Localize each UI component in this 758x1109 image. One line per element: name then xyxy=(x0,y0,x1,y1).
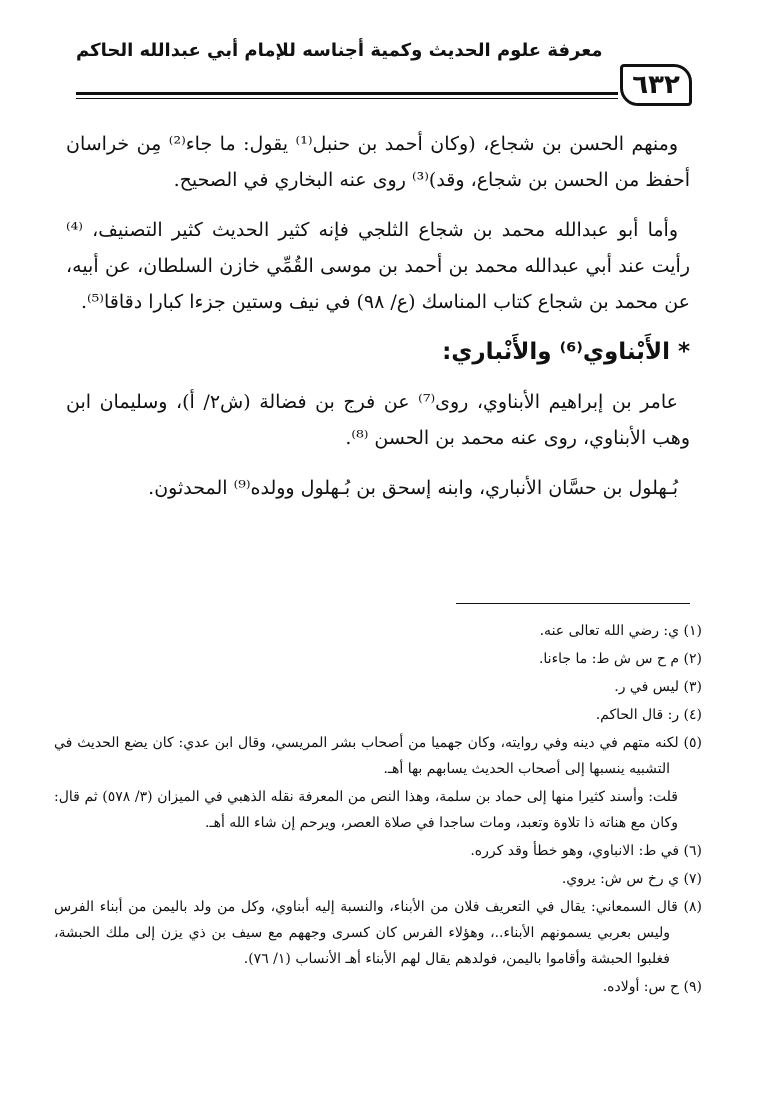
footnote-3: (٣) ليس في ر. xyxy=(614,679,702,695)
main-text xyxy=(66,126,690,520)
footnote-9: (٩) ح س: أولاده. xyxy=(602,979,702,995)
footnote-2: (٢) م ح س ش ط: ما جاءنا. xyxy=(538,651,702,667)
footnotes xyxy=(54,618,702,1002)
paragraph-abnawi: عامر بن إبراهيم الأبناوي، روى⁽⁷⁾ عن فرج بن فضالة (ش٢/ أ)، وسليمان ابن وهب الأبناوي، روى عنه محمد بن الحسن ⁽⁸⁾. xyxy=(66,391,690,449)
page-number: ٦٣٢ xyxy=(620,64,692,106)
footnote-5: (٥) لكنه متهم في دينه وفي روايته، وكان جهميا من أصحاب بشر المريسي، وقال ابن عدي: كان يضع الحديث في التشبيه ينسبها إلى أصحاب الحديث يسابهم بها أهـ. xyxy=(54,735,702,777)
header-rule-thin xyxy=(76,98,618,99)
footnote-4: (٤) ر: قال الحاكم. xyxy=(595,707,702,723)
running-title: معرفة علوم الحديث وكمية أجناسه للإمام أبي عبدالله الحاكم xyxy=(76,40,603,61)
paragraph-anbari: بُـهلول بن حسَّان الأنباري، وابنه إسحق بن بُـهلول وولده⁽⁹⁾ المحدثون. xyxy=(148,477,678,499)
footnote-6: (٦) في ط: الانباوي، وهو خطأ وقد كرره. xyxy=(470,843,702,859)
footnote-7: (٧) ي رخ س ش: يروي. xyxy=(561,871,702,887)
paragraph-muhammad-bin-shuja: وأما أبو عبدالله محمد بن شجاع الثلجي فإنه كثير الحديث كثير التصنيف، ⁽⁴⁾رأيت عند أبي عبدالله محمد بن أحمد بن موسى القُمِّي خازن السلطان، عن أبيه، عن محمد بن شجاع كتاب المناسك (ع/ ٩٨) في نيف وستين جزءا كبارا دقاقا⁽⁵⁾. xyxy=(66,219,690,313)
paragraph-hasan-bin-shuja: ومنهم الحسن بن شجاع، (وكان أحمد بن حنبل⁽¹⁾ يقول: ما جاء⁽²⁾ مِن خراسان أحفظ من الحسن بن شجاع، وقد)⁽³⁾ روى عنه البخاري في الصحيح. xyxy=(66,133,690,191)
footnote-separator xyxy=(456,603,690,604)
running-header xyxy=(76,36,688,100)
footnote-5-continued: قلت: وأسند كثيرا منها إلى حماد بن سلمة، وهذا النص من المعرفة نقله الذهبي في الميزان (٣/ ٥٧٨) ثم قال: وكان مع هناته ذا تلاوة وتعبد، ومات ساجدا في صلاة العصر، ويرحم إن شاء الله أهـ. xyxy=(54,789,678,831)
header-rule xyxy=(76,92,618,95)
footnote-8: (٨) قال السمعاني: يقال في التعريف فلان من الأبناء، والنسبة إليه أبناوي، وكل من ولد باليمن من أبناء الفرس وليس بعربي يسمونهم الأبناء..، وهؤلاء الفرس كان كسرى وجههم مع سيف بن ذي يزن إلى ملك الحبشة، فغلبوا الحبشة وأقاموا باليمن، فولدهم يقال لهم الأبناء أهـ الأنساب (١/ ٧٦). xyxy=(54,899,702,967)
footnote-1: (١) ي: رضي الله تعالى عنه. xyxy=(539,623,702,639)
section-heading: * الأَبْناوي⁽⁶⁾ والأَنْباري: xyxy=(442,339,690,365)
